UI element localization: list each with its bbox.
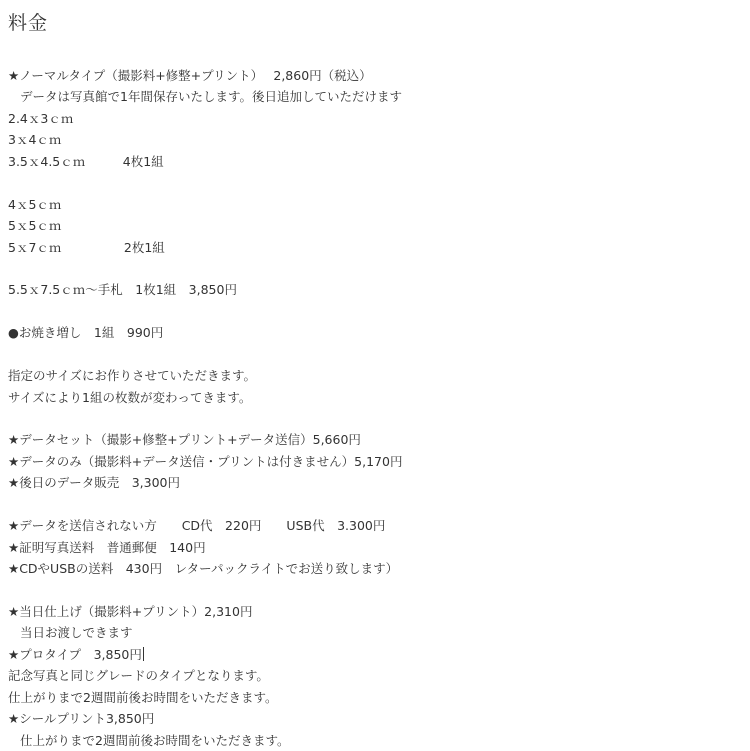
- text-line: 5ｘ7ｃｍ 2枚1組: [8, 239, 165, 255]
- text-line: 5ｘ5ｃｍ: [8, 218, 62, 234]
- text-line: ★CDやUSBの送料 430円 レターパックライトでお送り致します）: [8, 561, 399, 577]
- pricing-content: [8, 65, 743, 751]
- page-title: 料金: [8, 12, 49, 34]
- text-line: ●お焼き増し 1組 990円: [8, 325, 164, 341]
- text-cursor: [143, 647, 144, 661]
- text-line: ★ノーマルタイプ（撮影料+修整+プリント） 2,860円（税込）: [8, 68, 372, 83]
- blank-line: [8, 580, 743, 601]
- text-line: ★データセット（撮影+修整+プリント+データ送信）5,660円: [8, 432, 361, 448]
- blank-line: [8, 494, 743, 515]
- blank-line: [8, 172, 743, 193]
- blank-line: [8, 258, 743, 279]
- text-line: 4ｘ5ｃｍ: [8, 196, 62, 212]
- text-line: ★シールプリント3,850円: [8, 711, 155, 727]
- text-line: ★当日仕上げ（撮影料+プリント）2,310円: [8, 603, 253, 619]
- text-line: サイズにより1組の枚数が変わってきます。: [8, 389, 252, 405]
- text-line[interactable]: [8, 644, 743, 665]
- text-line: ★証明写真送料 普通郵便 140円: [8, 539, 206, 555]
- blank-line: [8, 408, 743, 429]
- text-line: 当日お渡しできます: [20, 625, 133, 641]
- blank-line: [8, 301, 743, 322]
- text-line: 3.5ｘ4.5ｃｍ 4枚1組: [8, 153, 164, 169]
- text-line: 指定のサイズにお作りさせていただきます。: [8, 368, 257, 384]
- text-line: 5.5ｘ7.5ｃｍ～手札 1枚1組 3,850円: [8, 282, 237, 298]
- text-line: 仕上がりまで2週間前後お時間をいただきます。: [20, 732, 290, 748]
- blank-line: [8, 344, 743, 365]
- text-line: ★データを送信されない方 CD代 220円 USB代 3.300円: [8, 518, 386, 534]
- text-line: ★データのみ（撮影料+データ送信・プリントは付きません）5,170円: [8, 453, 403, 469]
- text-line: 仕上がりまで2週間前後お時間をいただきます。: [8, 689, 278, 705]
- text-line: 3ｘ4ｃｍ: [8, 132, 62, 148]
- text-line: 記念写真と同じグレードのタイプとなります。: [8, 668, 269, 684]
- text-line-label: ★プロタイプ 3,850円: [8, 646, 142, 662]
- text-line: ★後日のデータ販売 3,300円: [8, 475, 180, 491]
- text-line: データは写真館で1年間保存いたします。後日追加していただけます: [20, 89, 402, 105]
- text-line: 2.4ｘ3ｃｍ: [8, 110, 74, 126]
